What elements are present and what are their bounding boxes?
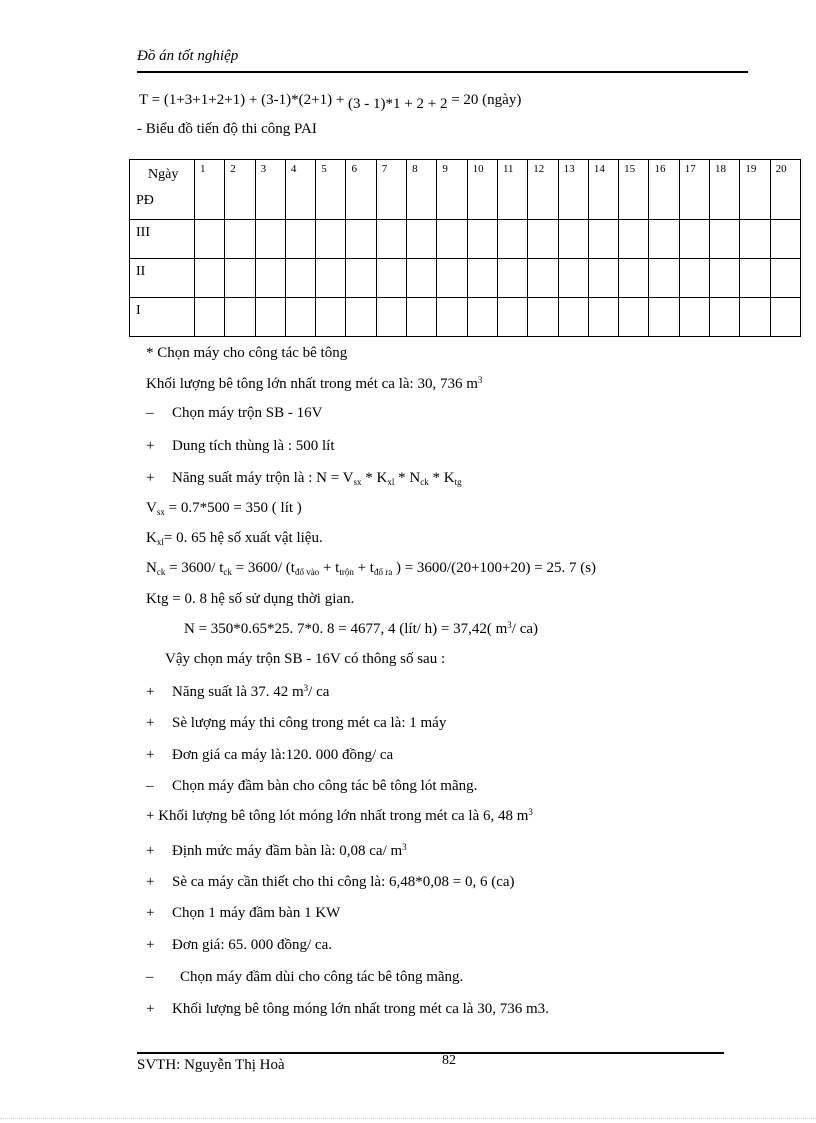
text: Đơn giá ca máy là:120. 000 đồng/ ca [172, 747, 394, 763]
schedule-cell [588, 220, 618, 259]
plus-bullet: + [146, 438, 155, 454]
day-header-cell: 7 [376, 160, 406, 220]
schedule-header-row [130, 160, 801, 220]
day-header-cell: 10 [467, 160, 497, 220]
schedule-cell [740, 298, 770, 337]
text: / ca) [511, 621, 539, 637]
schedule-cell [255, 298, 285, 337]
schedule-cell [437, 298, 467, 337]
schedule-cell [346, 220, 376, 259]
line-productivity [146, 683, 329, 701]
text: = 3600/ (t [231, 560, 295, 576]
subscript: sx [353, 477, 362, 487]
schedule-cell [649, 298, 679, 337]
line-n-result [184, 620, 538, 638]
dash-bullet: – [146, 778, 154, 794]
line-choose-plate-vibrator [146, 778, 477, 795]
formula-total-time [139, 92, 522, 112]
schedule-cell [376, 220, 406, 259]
line-max-concrete-volume [146, 375, 482, 393]
schedule-cell [285, 220, 315, 259]
day-header-cell: 9 [437, 160, 467, 220]
schedule-cell [528, 259, 558, 298]
day-header-cell: 11 [497, 160, 527, 220]
plus-bullet: + [146, 747, 155, 763]
text: Đơn giá: 65. 000 đồng/ ca. [172, 937, 332, 953]
dash-bullet: – [146, 969, 154, 985]
schedule-corner-cell [130, 160, 195, 220]
schedule-cell [558, 220, 588, 259]
schedule-cell [619, 298, 649, 337]
line-choose-concrete-machine: * Chọn máy cho công tác bê tông [146, 345, 348, 361]
text: / ca [308, 684, 330, 700]
line-nck [146, 560, 596, 577]
text: Chọn máy đầm dùi cho công tác bê tông mãng. [180, 969, 464, 985]
plus-bullet: + [146, 470, 155, 486]
schedule-cell [770, 259, 800, 298]
subscript: tg [454, 477, 462, 487]
text: Sè ca máy cần thiết cho thi công là: 6,48*0,08 = 0, 6 (ca) [172, 874, 515, 890]
text: N = 350*0.65*25. 7*0. 8 = 4677, 4 (lít/ h) = 37,42( m [184, 621, 508, 637]
schedule-cell [497, 220, 527, 259]
subscript: xl [387, 477, 395, 487]
text: Dung tích thùng là : 500 lít [172, 438, 335, 454]
text: V [146, 500, 157, 516]
superscript: 3 [528, 807, 533, 817]
schedule-cell [528, 220, 558, 259]
superscript: 3 [477, 375, 483, 385]
schedule-cell [649, 220, 679, 259]
schedule-table [129, 159, 801, 337]
line-machine-count [146, 715, 446, 732]
schedule-cell [710, 298, 740, 337]
schedule-cell [467, 259, 497, 298]
formula-left: T = (1+3+1+2+1) + (3-1)*(2+1) + [139, 92, 345, 108]
line-vsx [146, 500, 302, 517]
formula-right: = 20 (ngày) [451, 92, 522, 108]
line-mixer-productivity [146, 470, 462, 487]
line-vibrator-price [146, 937, 332, 954]
line-vibrator-norm [146, 842, 407, 860]
page-number: 82 [442, 1053, 456, 1068]
text: Năng suất là 37. 42 m [172, 684, 304, 700]
subscript: xl [156, 537, 164, 547]
schedule-cell [255, 259, 285, 298]
plus-bullet: + [146, 715, 155, 731]
plus-bullet: + [146, 937, 155, 953]
day-header-cell: 12 [528, 160, 558, 220]
line-required-shifts [146, 874, 515, 891]
schedule-cell [710, 220, 740, 259]
schedule-cell [407, 259, 437, 298]
header-divider [137, 71, 748, 73]
schedule-cell [558, 259, 588, 298]
subscript: ck [420, 477, 429, 487]
schedule-cell [770, 298, 800, 337]
dash-bullet: – [146, 405, 154, 421]
day-header-cell: 16 [649, 160, 679, 220]
schedule-cell [195, 259, 225, 298]
text: + t [353, 560, 374, 576]
schedule-cell [255, 220, 285, 259]
line-choose-1-vibrator [146, 905, 340, 922]
line-ktg: Ktg = 0. 8 hệ số sử dụng thời gian. [146, 591, 355, 607]
phase-label-cell: III [130, 220, 195, 259]
line-kxl [146, 530, 323, 547]
schedule-cell [679, 220, 709, 259]
subscript: đổ vào [294, 567, 320, 577]
text: ) = 3600/(20+100+20) = 25. 7 (s) [392, 560, 597, 576]
schedule-cell [225, 298, 255, 337]
line-choose-poker-vibrator [146, 969, 463, 986]
schedule-cell [316, 220, 346, 259]
schedule-cell [497, 259, 527, 298]
superscript: 3 [507, 620, 512, 630]
schedule-cell [740, 220, 770, 259]
day-header-cell: 20 [770, 160, 800, 220]
schedule-cell [619, 259, 649, 298]
plus-bullet: + [146, 874, 155, 890]
formula-mid: (3 - 1)*1 + 2 + 2 [348, 96, 448, 112]
text: * K [428, 470, 455, 486]
text: Chọn máy trộn SB - 16V [172, 405, 323, 421]
day-header-cell: 1 [195, 160, 225, 220]
schedule-cell [710, 259, 740, 298]
day-header-cell: 17 [679, 160, 709, 220]
schedule-cell [407, 298, 437, 337]
schedule-cell [316, 259, 346, 298]
footer-divider [137, 1052, 724, 1054]
day-header-cell: 19 [740, 160, 770, 220]
subscript: ck [223, 567, 232, 577]
text: = 3600/ t [165, 560, 224, 576]
text: + t [319, 560, 340, 576]
day-header-cell: 15 [619, 160, 649, 220]
plus-bullet: + [146, 1001, 155, 1017]
schedule-cell [740, 259, 770, 298]
day-header-cell: 3 [255, 160, 285, 220]
day-header-cell: 4 [285, 160, 315, 220]
schedule-cell [285, 298, 315, 337]
line-choose-mixer [146, 405, 322, 422]
plus-bullet: + [146, 905, 155, 921]
schedule-cell [195, 220, 225, 259]
subscript: trộn [339, 567, 354, 577]
text: Chọn 1 máy đầm bàn 1 KW [172, 905, 341, 921]
schedule-cell [649, 259, 679, 298]
schedule-cell [376, 298, 406, 337]
day-header-cell: 2 [225, 160, 255, 220]
corner-day-label: Ngày [148, 167, 179, 182]
schedule-cell [588, 298, 618, 337]
schedule-cell [376, 259, 406, 298]
text: = 0.7*500 = 350 ( lít ) [164, 500, 302, 516]
schedule-cell [285, 259, 315, 298]
text: K [146, 530, 157, 546]
line-lean-concrete-volume [146, 807, 533, 825]
text: Sè lượng máy thi công trong mét ca là: 1 máy [172, 715, 447, 731]
schedule-cell [528, 298, 558, 337]
line-foundation-concrete-volume [146, 1001, 549, 1018]
line-mixer-conclusion: Vậy chọn máy trộn SB - 16V có thông số sau : [165, 651, 446, 667]
schedule-row [130, 259, 801, 298]
schedule-cell [770, 220, 800, 259]
subscript: sx [156, 507, 165, 517]
text: Khối lượng bê tông lớn nhất trong mét ca là: 30, 736 m [146, 376, 478, 392]
phase-label-cell: II [130, 259, 195, 298]
schedule-cell [225, 259, 255, 298]
schedule-cell [316, 298, 346, 337]
schedule-row [130, 220, 801, 259]
superscript: 3 [402, 842, 407, 852]
schedule-row [130, 298, 801, 337]
text: Chọn máy đầm bàn cho công tác bê tông lót mãng. [172, 778, 478, 794]
day-header-cell: 8 [407, 160, 437, 220]
schedule-cell [407, 220, 437, 259]
page-bottom-border [0, 1118, 816, 1119]
subscript: ck [156, 567, 166, 577]
day-header-cell: 18 [710, 160, 740, 220]
corner-phase-label: PĐ [136, 193, 154, 208]
line-drum-capacity [146, 438, 335, 455]
text: * K [361, 470, 388, 486]
schedule-cell [346, 298, 376, 337]
schedule-cell [679, 298, 709, 337]
schedule-cell [195, 298, 225, 337]
phase-label-cell: I [130, 298, 195, 337]
day-header-cell: 13 [558, 160, 588, 220]
footer-author: SVTH: Nguyễn Thị Hoà [137, 1057, 285, 1073]
text: N [146, 560, 157, 576]
plus-bullet: + [146, 684, 155, 700]
text: = 0. 65 hệ số xuất vật liệu. [163, 530, 323, 546]
schedule-cell [225, 220, 255, 259]
text: + Khối lượng bê tông lót móng lớn nhất trong mét ca là 6, 48 m [146, 808, 529, 824]
day-header-cell: 5 [316, 160, 346, 220]
chart-caption: - Biểu đồ tiến độ thi công PAI [137, 121, 317, 137]
header-title: Đồ án tốt nghiệp [137, 48, 239, 64]
day-header-cell: 14 [588, 160, 618, 220]
text: Định mức máy đầm bàn là: 0,08 ca/ m [172, 843, 403, 859]
schedule-cell [679, 259, 709, 298]
schedule-cell [619, 220, 649, 259]
schedule-cell [558, 298, 588, 337]
day-header-cell: 6 [346, 160, 376, 220]
schedule-cell [346, 259, 376, 298]
schedule-cell [437, 259, 467, 298]
schedule-cell [467, 220, 497, 259]
text: Khối lượng bê tông móng lớn nhất trong mét ca là 30, 736 m3. [172, 1001, 549, 1017]
schedule-cell [497, 298, 527, 337]
schedule-cell [437, 220, 467, 259]
plus-bullet: + [146, 843, 155, 859]
schedule-cell [588, 259, 618, 298]
superscript: 3 [303, 683, 309, 693]
text: * N [394, 470, 421, 486]
text: Năng suất máy trộn là : N = V [172, 470, 354, 486]
subscript: đổ ra [373, 567, 393, 577]
line-unit-price [146, 747, 393, 764]
schedule-cell [467, 298, 497, 337]
